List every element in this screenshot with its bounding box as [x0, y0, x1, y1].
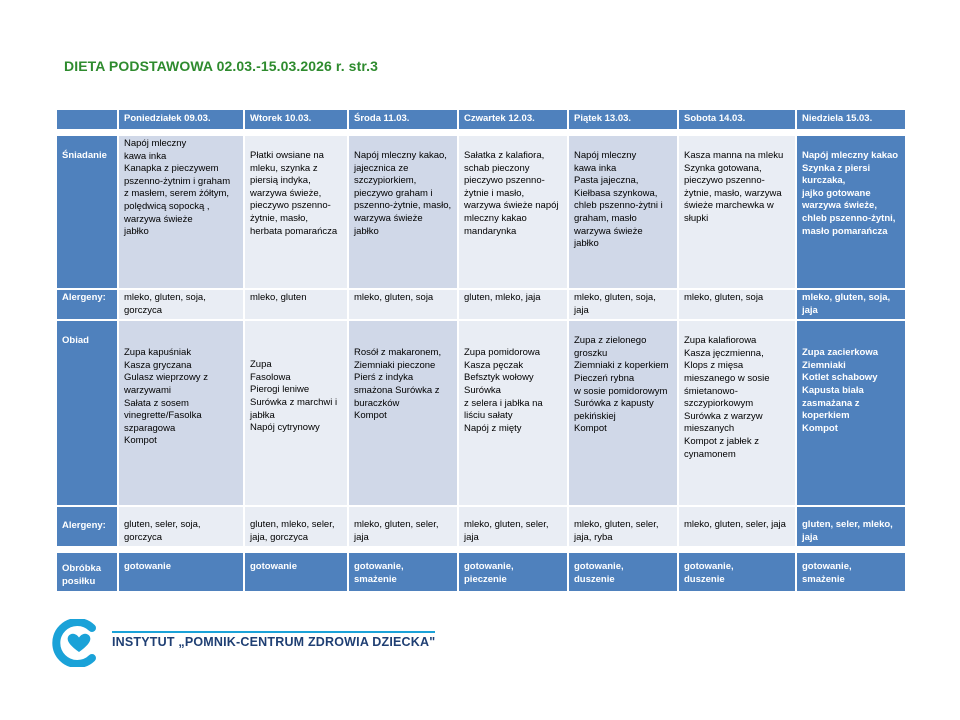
- lunch-cell: Zupa kapuśniak Kasza gryczana Gulasz wieprzowy z warzywami Sałata z sosem vinegrette/Fasolka szparagowa Kompot: [118, 320, 244, 506]
- lunch-cell: Rosół z makaronem, Ziemniaki pieczone Pierś z indyka smażona Surówka z buraczków Kompot: [348, 320, 458, 506]
- day-header: Piątek 13.03.: [568, 109, 678, 130]
- preparation-cell: gotowanie: [244, 552, 348, 592]
- preparation-cell: gotowanie, duszenie: [568, 552, 678, 592]
- allergens-cell: mleko, gluten, seler, jaja: [348, 506, 458, 547]
- heart-c-logo-icon: [52, 619, 104, 667]
- preparation-row: [56, 552, 906, 592]
- allergens-cell: mleko, gluten, seler, jaja, ryba: [568, 506, 678, 547]
- allergens-cell: mleko, gluten, soja, jaja: [568, 289, 678, 320]
- allergens-cell: mleko, gluten: [244, 289, 348, 320]
- row-label-breakfast: Śniadanie: [56, 135, 118, 289]
- lunch-cell: Zupa zacierkowa Ziemniaki Kotlet schabowy Kapusta biała zasmażana z koperkiem Kompot: [796, 320, 906, 506]
- allergens-cell: mleko, gluten, soja, jaja: [796, 289, 906, 320]
- row-label-allergens: Alergeny:: [56, 289, 118, 320]
- allergens-lunch-row: [56, 506, 906, 547]
- row-label-preparation: Obróbka posiłku: [56, 552, 118, 592]
- preparation-cell: gotowanie, duszenie: [678, 552, 796, 592]
- preparation-cell: gotowanie, smażenie: [796, 552, 906, 592]
- allergens-cell: mleko, gluten, seler, jaja: [678, 506, 796, 547]
- day-header: Niedziela 15.03.: [796, 109, 906, 130]
- allergens-cell: mleko, gluten, seler, jaja: [458, 506, 568, 547]
- lunch-row: [56, 320, 906, 506]
- breakfast-cell: Napój mleczny kawa inka Pasta jajeczna, Kiełbasa szynkowa, chleb pszenno-żytni i graham, masło warzywa świeże jabłko: [568, 135, 678, 289]
- allergens-cell: gluten, mleko, jaja: [458, 289, 568, 320]
- day-header: Środa 11.03.: [348, 109, 458, 130]
- preparation-cell: gotowanie, smażenie: [348, 552, 458, 592]
- allergens-cell: gluten, seler, soja, gorczyca: [118, 506, 244, 547]
- menu-table: [55, 108, 907, 593]
- breakfast-cell: Płatki owsiane na mleku, szynka z piersią indyka, warzywa świeże, pieczywo pszenno-żytnie, masło, herbata pomarańcza: [244, 135, 348, 289]
- lunch-cell: Zupa kalafiorowa Kasza jęczmienna, Klops z mięsa mieszanego w sosie śmietanowo-szczypiorkowym Surówka z warzyw mieszanych Kompot z jabłek z cynamonem: [678, 320, 796, 506]
- lunch-cell: Zupa z zielonego groszku Ziemniaki z koperkiem Pieczeń rybna w sosie pomidorowym Surówka z kapusty pekińskiej Kompot: [568, 320, 678, 506]
- preparation-cell: gotowanie, pieczenie: [458, 552, 568, 592]
- lunch-cell: Zupa Fasolowa Pierogi leniwe Surówka z marchwi i jabłka Napój cytrynowy: [244, 320, 348, 506]
- day-header: Wtorek 10.03.: [244, 109, 348, 130]
- breakfast-cell: Kasza manna na mleku Szynka gotowana, pieczywo pszenno-żytnie, masło, warzywa świeże marchewka w słupki: [678, 135, 796, 289]
- row-label-allergens: Alergeny:: [56, 506, 118, 547]
- breakfast-cell: Sałatka z kalafiora, schab pieczony pieczywo pszenno-żytnie i masło, warzywa świeże napój mleczny kakao mandarynka: [458, 135, 568, 289]
- institute-logo: [52, 619, 435, 667]
- allergens-cell: mleko, gluten, soja: [348, 289, 458, 320]
- lunch-cell: Zupa pomidorowa Kasza pęczak Befsztyk wołowy Surówka z selera i jabłka na liściu sałaty Napój z mięty: [458, 320, 568, 506]
- day-header: Sobota 14.03.: [678, 109, 796, 130]
- page-title: DIETA PODSTAWOWA 02.03.-15.03.2026 r. str.3: [64, 58, 378, 74]
- breakfast-row: [56, 135, 906, 289]
- breakfast-cell: Napój mleczny kawa inka Kanapka z pieczywem pszenno-żytnim i graham z masłem, serem żółtym, polędwicą sopocką , warzywa świeże jabłko: [118, 135, 244, 289]
- allergens-cell: mleko, gluten, soja: [678, 289, 796, 320]
- breakfast-cell: Napój mleczny kakao Szynka z piersi kurczaka, jajko gotowane warzywa świeże, chleb pszenno-żytni, masło pomarańcza: [796, 135, 906, 289]
- breakfast-cell: Napój mleczny kakao, jajecznica ze szczypiorkiem, pieczywo graham i pszenno-żytnie, masło, warzywa świeże jabłko: [348, 135, 458, 289]
- header-row: [56, 109, 906, 130]
- allergens-cell: gluten, mleko, seler, jaja, gorczyca: [244, 506, 348, 547]
- row-label-lunch: Obiad: [56, 320, 118, 506]
- header-corner: [56, 109, 118, 130]
- day-header: Czwartek 12.03.: [458, 109, 568, 130]
- day-header: Poniedziałek 09.03.: [118, 109, 244, 130]
- allergens-cell: mleko, gluten, soja, gorczyca: [118, 289, 244, 320]
- allergens-breakfast-row: [56, 289, 906, 320]
- preparation-cell: gotowanie: [118, 552, 244, 592]
- institute-name: INSTYTUT „POMNIK-CENTRUM ZDROWIA DZIECKA": [112, 631, 435, 649]
- allergens-cell: gluten, seler, mleko, jaja: [796, 506, 906, 547]
